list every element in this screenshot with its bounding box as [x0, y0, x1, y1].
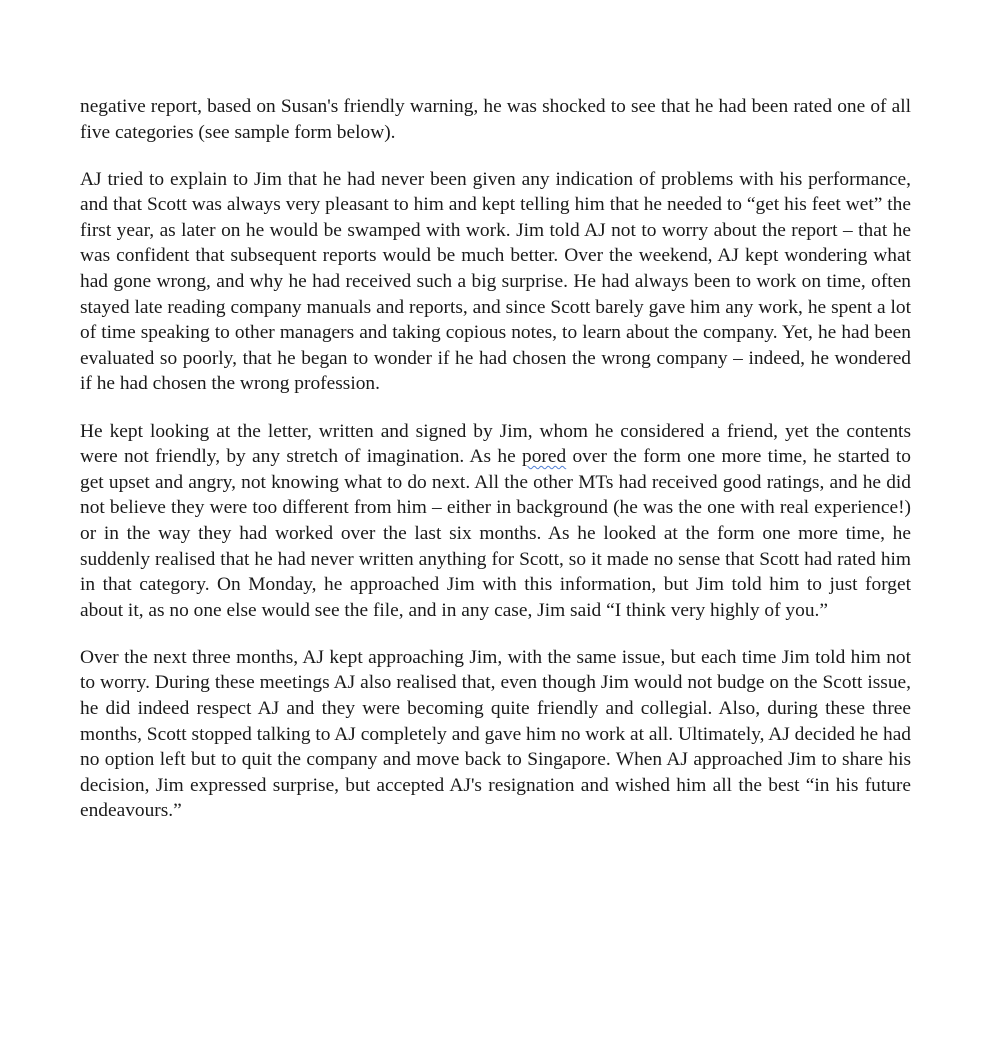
paragraph-1: negative report, based on Susan's friendly warning, he was shocked to see that he had been rated one of all five categories (see sample form below). — [80, 96, 911, 143]
paragraph-3 — [80, 419, 911, 624]
paragraph-2: AJ tried to explain to Jim that he had never been given any indication of problems with his performance, and that Scott was always very pleasant to him and kept telling him that he needed to “get his feet wet” the first year, as later on he would be swamped with work. Jim told AJ not to worry about the report – that he was confident that subsequent reports would be much better. Over the weekend, AJ kept wondering what had gone wrong, and why he had received such a big surprise. He had always been to work on time, often stayed late reading company manuals and reports, and since Scott barely gave him any work, he spent a lot of time speaking to other managers and taking copious notes, to learn about the company. Yet, he had been evaluated so poorly, that he began to wonder if he had chosen the wrong company – indeed, he wondered if he had chosen the wrong profession. — [80, 168, 911, 395]
spellcheck-flagged-word[interactable]: pored — [522, 446, 567, 468]
paragraph-4: Over the next three months, AJ kept approaching Jim, with the same issue, but each time Jim told him not to worry. During these meetings AJ also realised that, even though Jim would not budge on the Scott issue, he did indeed respect AJ and they were becoming quite friendly and collegial. Also, during these three months, Scott stopped talking to AJ completely and gave him no work at all. Ultimately, AJ decided he had no option left but to quit the company and move back to Singapore. When AJ approached Jim to share his decision, Jim expressed surprise, but accepted AJ's resignation and wished him all the best “in his future endeavours.” — [80, 646, 911, 822]
document-page — [80, 94, 911, 845]
paragraph-3-text-before: He kept looking at the letter, written and signed by Jim, whom he considered a friend, yet the contents were not friendly, by any stretch of imagination. As he — [80, 420, 911, 468]
paragraph-3-text-after: over the form one more time, he started to get upset and angry, not knowing what to do next. All the other MTs had received good ratings, and he did not believe they were too different from him – either in background (he was the one with real experience!) or in the way they had worked over the last six months. As he looked at the form one more time, he suddenly realised that he had never written anything for Scott, so it made no sense that Scott had rated him in that category. On Monday, he approached Jim with this information, but Jim told him to just forget about it, as no one else would see the file, and in any case, Jim said “I think very highly of you.” — [80, 446, 911, 621]
